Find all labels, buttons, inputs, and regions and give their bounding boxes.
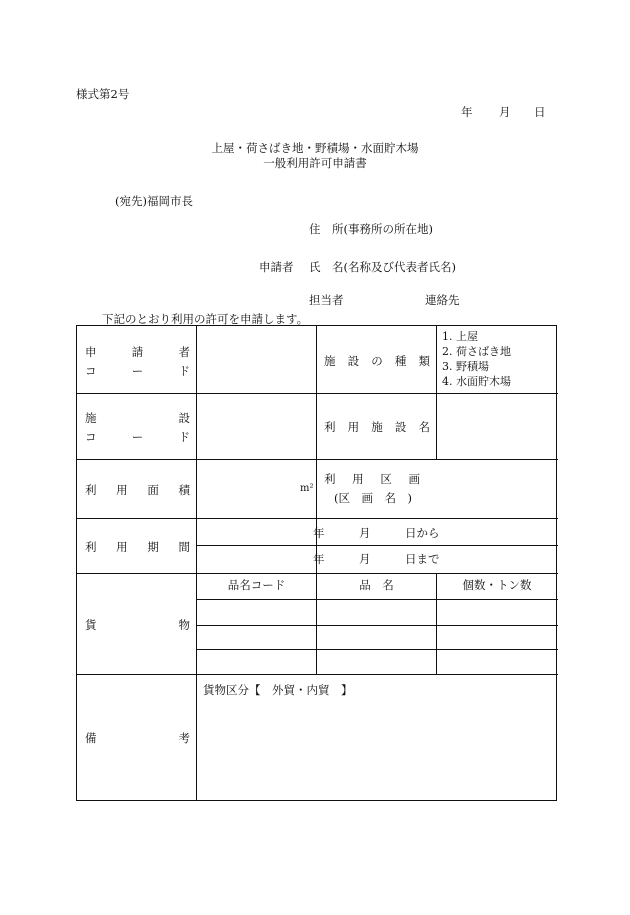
intro-text: 下記のとおり利用の許可を申請します。 — [102, 312, 309, 326]
name-label: 氏 名(名称及び代表者氏名) — [309, 260, 456, 274]
period-to: 年 月 日まで — [313, 552, 440, 566]
facility-type-option: 3. 野積場 — [442, 360, 489, 373]
facility-type-option: 2. 荷さばき地 — [442, 345, 511, 358]
facility-type-option: 4. 水面貯木場 — [442, 375, 511, 388]
facility-code-label: 施 設 コ ー ド — [85, 411, 190, 444]
cargo-header-item-code: 品名コード — [227, 578, 286, 592]
usage-zone-label: 利 用 区 画 (区 画 名 ) — [324, 472, 420, 505]
facility-name-label: 利 用 施 設 名 — [324, 420, 430, 434]
form-title-line1: 上屋・荷さばき地・野積場・水面貯木場 — [211, 141, 419, 155]
address-label: 住 所(事務所の所在地) — [309, 222, 433, 236]
area-unit: m² — [300, 483, 314, 494]
cargo-header-item-name: 品 名 — [359, 578, 394, 592]
form-title-line2: 一般利用許可申請書 — [263, 156, 367, 170]
date-day: 日 — [534, 105, 546, 119]
form-number: 様式第2号 — [76, 87, 130, 101]
date-month: 月 — [499, 105, 511, 119]
cargo-classification: 貨物区分【 外貿・内貿 】 — [203, 683, 353, 697]
cargo-label: 貨 物 — [85, 618, 190, 632]
facility-type-label: 施 設 の 種 類 — [324, 354, 430, 368]
date-year: 年 — [461, 105, 473, 119]
facility-type-options — [442, 329, 511, 389]
contact-info-label: 連絡先 — [425, 293, 460, 307]
application-table — [76, 325, 557, 801]
usage-area-label: 利 用 面 積 — [85, 483, 190, 497]
usage-period-label: 利 用 期 間 — [85, 540, 190, 554]
addressee: (宛先)福岡市長 — [115, 194, 193, 208]
contact-person-label: 担当者 — [309, 293, 344, 307]
cargo-header-quantity: 個数・トン数 — [462, 578, 532, 592]
facility-type-option: 1. 上屋 — [442, 330, 478, 343]
remarks-label: 備 考 — [85, 731, 190, 745]
applicant-label: 申請者 — [259, 260, 294, 274]
period-from: 年 月 日から — [313, 526, 440, 540]
applicant-code-label: 申 請 者 コ ー ド — [85, 345, 190, 378]
